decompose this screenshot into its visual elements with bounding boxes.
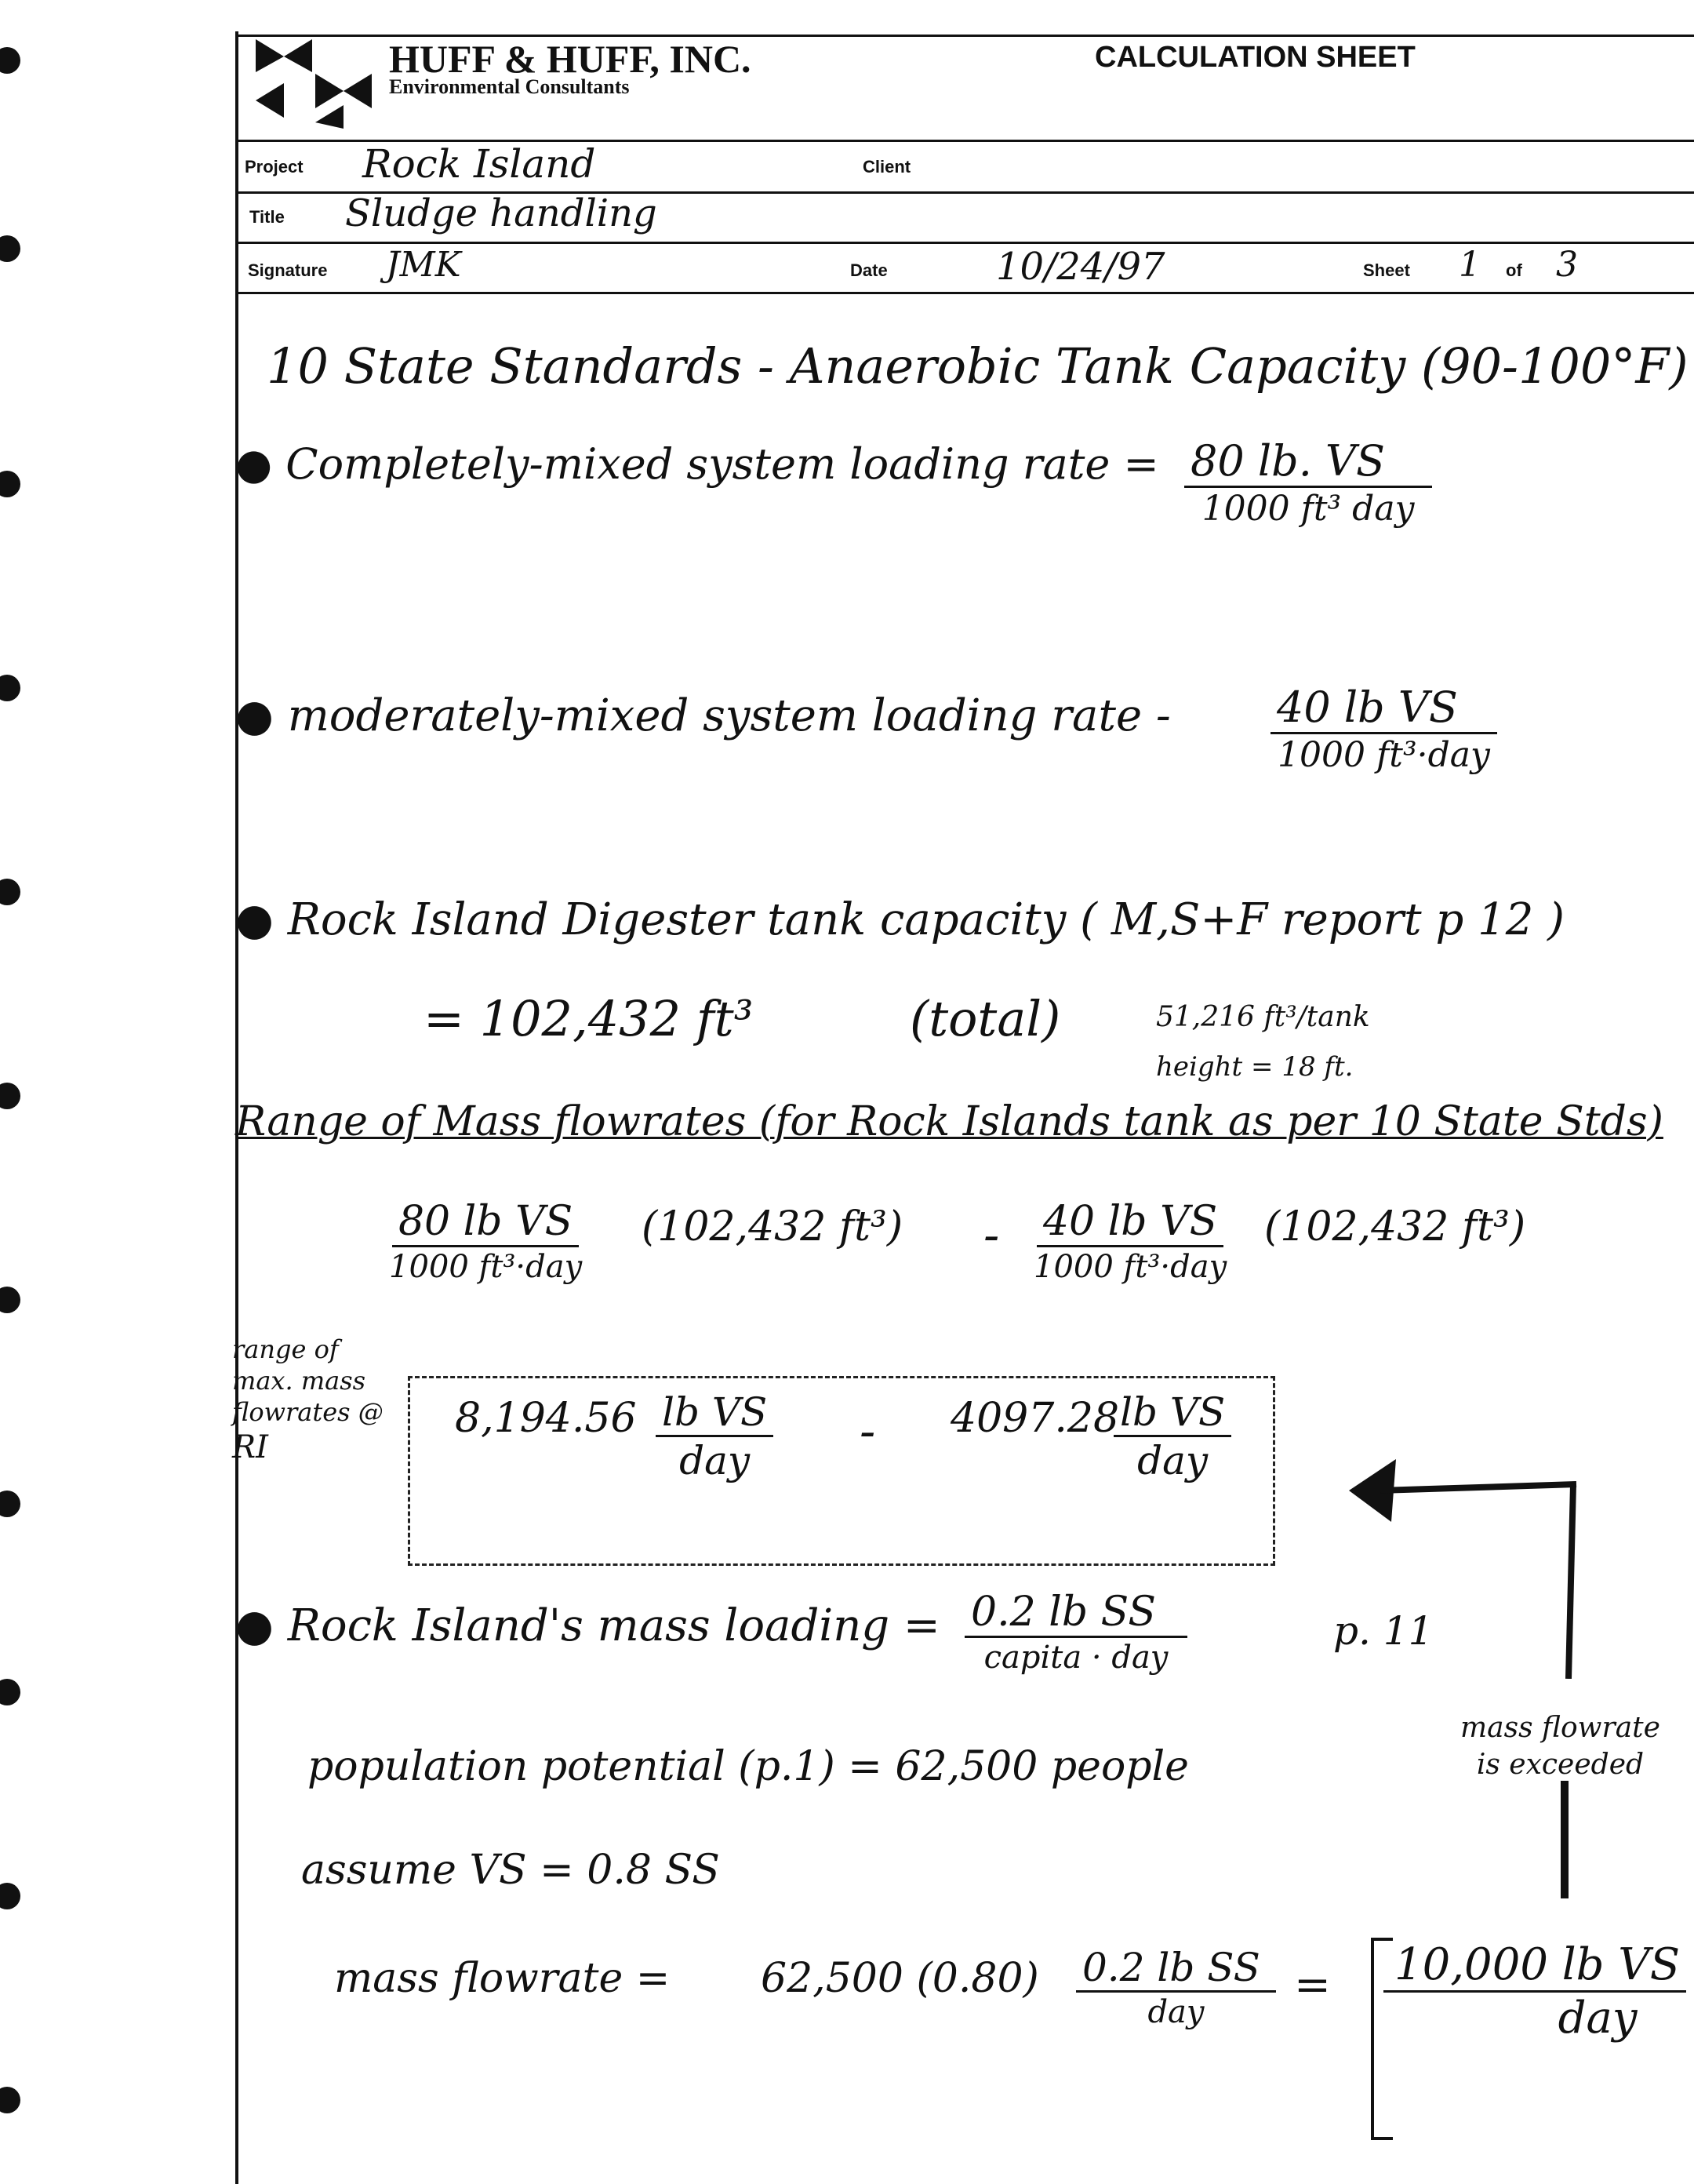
range-value-1: 8,194.56 (455, 1395, 637, 1442)
mass-flowrate-result (1383, 1939, 1686, 2044)
per-tank-volume: 51,216 ft³/tank (1156, 1001, 1370, 1033)
client-label: Client (863, 157, 911, 177)
project-value: Rock Island (362, 141, 596, 187)
range-multiplier-1: (102,432 ft³) (642, 1203, 903, 1250)
range-dash: - (983, 1208, 1000, 1263)
rate-numerator: 0.2 lb SS (1076, 1947, 1276, 1993)
bullet-icon: ● (235, 894, 274, 945)
moderately-mixed-text: moderately-mixed system loading rate - (287, 690, 1171, 741)
title-value: Sludge handling (345, 191, 657, 235)
binder-hole (0, 1491, 20, 1517)
standards-heading: 10 State Standards - Anaerobic Tank Capacity (90-100°F) (267, 337, 1689, 395)
result-numerator: 10,000 lb VS (1383, 1942, 1686, 1993)
rate-denominator: 1000 ft³·day (389, 1248, 583, 1285)
mass-flowrate-equals: = (1294, 1960, 1331, 2011)
rate-denominator: 1000 ft³·day (1034, 1248, 1227, 1285)
range-multiplier-2: (102,432 ft³) (1264, 1203, 1526, 1250)
rate-numerator: 80 lb VS (392, 1200, 579, 1247)
date-value: 10/24/97 (996, 245, 1165, 289)
range-unit-1 (656, 1389, 773, 1483)
ri-capacity-line (235, 894, 1565, 945)
binder-hole (0, 1883, 20, 1909)
rate-denominator: day (1147, 1993, 1205, 2030)
rate-numerator: 0.2 lb SS (965, 1591, 1187, 1638)
exceeded-note-line: mass flowrate (1460, 1712, 1660, 1744)
unit-denominator: day (1137, 1437, 1209, 1483)
signature-row-divider (235, 292, 1694, 294)
result-denominator: day (1558, 1992, 1638, 2044)
project-label: Project (245, 157, 304, 177)
range-rate-1 (389, 1200, 582, 1283)
title-label: Title (249, 207, 285, 227)
range-rate-2 (1034, 1200, 1227, 1283)
binder-hole (0, 2087, 20, 2113)
rate-denominator: 1000 ft³·day (1278, 734, 1490, 775)
binder-hole (0, 1679, 20, 1705)
signature-value: JMK (386, 245, 461, 285)
signature-label: Signature (248, 260, 328, 280)
binder-hole (0, 879, 20, 905)
sheet-type-title: CALCULATION SHEET (1095, 41, 1416, 74)
rate-numerator: 40 lb VS (1270, 686, 1497, 734)
side-note-line: max. mass (232, 1366, 366, 1396)
ri-capacity-value: = 102,432 ft³ (424, 990, 754, 1047)
mass-loading-text: Rock Island's mass loading = (287, 1600, 940, 1651)
mass-loading-page-ref: p. 11 (1333, 1608, 1434, 1654)
up-arrow-icon (1553, 1781, 1576, 1898)
range-result-dash: - (860, 1404, 876, 1459)
rate-numerator: 80 lb. VS (1184, 439, 1432, 488)
binder-hole (0, 471, 20, 497)
side-note-line: range of (232, 1334, 339, 1364)
ri-capacity-total: (total) (910, 990, 1061, 1047)
date-label: Date (850, 260, 888, 280)
mass-flowrate-expression: 62,500 (0.80) (761, 1955, 1039, 2002)
sheet-label: Sheet (1363, 260, 1410, 280)
company-subtitle: Environmental Consultants (389, 75, 630, 98)
mass-flowrate-rate (1076, 1947, 1276, 2029)
mass-loading-rate (965, 1591, 1187, 1674)
tank-height: height = 18 ft. (1156, 1051, 1354, 1083)
range-value-2: 4097.28 (951, 1395, 1120, 1442)
ri-capacity-text: Rock Island Digester tank capacity ( M,S+F report p 12 ) (287, 894, 1565, 945)
completely-mixed-text: Completely-mixed system loading rate = (285, 439, 1159, 489)
side-note (232, 1334, 384, 1467)
unit-numerator: lb VS (1114, 1392, 1231, 1437)
moderately-mixed-line (235, 690, 1171, 741)
binder-hole (0, 1083, 20, 1109)
range-heading: Range of Mass flowrates (for Rock Islands tank as per 10 State Stds) (235, 1098, 1663, 1145)
rate-numerator: 40 lb VS (1037, 1200, 1223, 1247)
of-label: of (1506, 260, 1522, 280)
exceeded-note (1460, 1710, 1660, 1784)
assume-line: assume VS = 0.8 SS (301, 1847, 720, 1894)
side-note-line: RI (232, 1429, 268, 1465)
completely-mixed-rate (1184, 436, 1432, 529)
unit-denominator: day (679, 1437, 751, 1483)
binder-hole (0, 675, 20, 701)
binder-hole (0, 1287, 20, 1313)
sheet-total: 3 (1556, 245, 1578, 285)
unit-numerator: lb VS (656, 1392, 773, 1437)
exceeded-note-line: is exceeded (1476, 1748, 1645, 1781)
mass-loading-line (235, 1600, 940, 1651)
sheet-number: 1 (1459, 245, 1481, 285)
bullet-icon: ● (235, 1600, 274, 1651)
rate-denominator: capita · day (983, 1639, 1169, 1676)
mass-flowrate-label: mass flowrate = (334, 1955, 671, 2002)
bullet-icon: ● (235, 439, 273, 489)
range-unit-2 (1114, 1389, 1231, 1483)
moderately-mixed-rate (1270, 682, 1497, 775)
binder-hole (0, 47, 20, 74)
company-name: HUFF & HUFF, INC. (389, 37, 751, 81)
population-line: population potential (p.1) = 62,500 people (307, 1743, 1189, 1790)
rate-denominator: 1000 ft³ day (1201, 488, 1415, 529)
binder-hole (0, 235, 20, 262)
completely-mixed-line (235, 439, 1159, 489)
bullet-icon: ● (235, 690, 274, 741)
company-logo-icon (253, 36, 375, 129)
title-row-divider (235, 242, 1694, 244)
side-note-line: flowrates @ (232, 1397, 384, 1427)
